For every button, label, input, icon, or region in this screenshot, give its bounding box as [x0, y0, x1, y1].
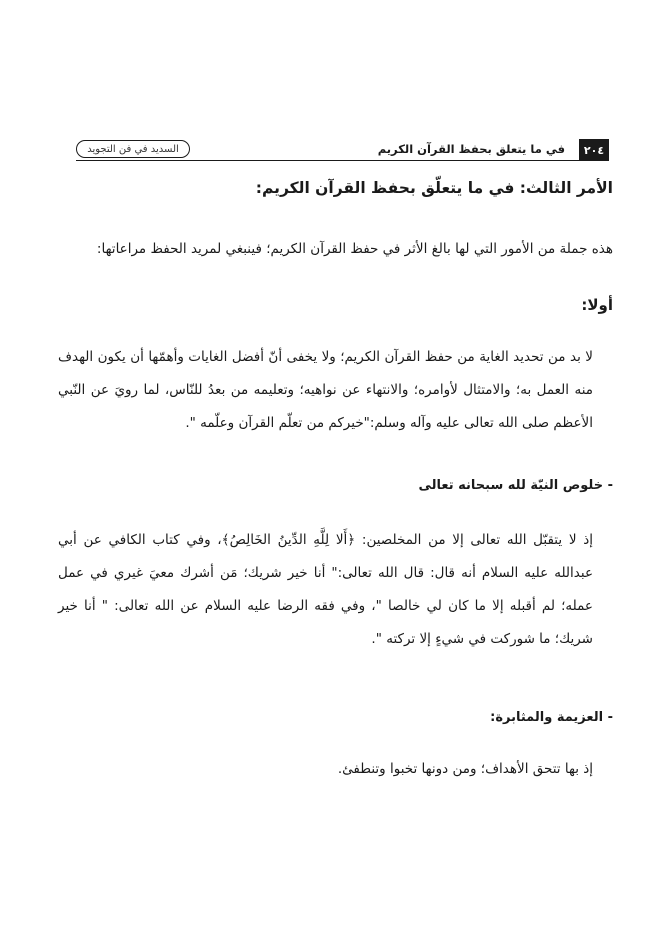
header-divider: [76, 160, 609, 161]
page-number: ٢٠٤: [579, 139, 609, 161]
sincerity-paragraph: إذ لا يتقبّل الله تعالى إلا من المخلصين: ﴿أَلا لِلَّهِ الدِّينُ الخَالِصُ﴾، وفي كتاب الكافي عن أبي عبدالله عليه السلام أنه قال: قال الله تعالى:" أنا خير شريك؛ مَن أشرك معيَ غيري في عمل عمله؛ لم أقبله إلا ما كان لي خالصا "، وفي فقه الرضا عليه السلام عن الله تعالى: " أنا خير شريك؛ ما شوركت في شيءٍ إلا تركته ".: [58, 532, 593, 647]
resolve-paragraph: إذ بها تتحق الأهداف؛ ومن دونها تخبوا وتنطفئ.: [337, 761, 593, 777]
page-body: [58, 177, 613, 786]
book-title-badge: السديد في فن التجويد: [76, 140, 190, 158]
first-point-heading: أولا:: [581, 296, 613, 314]
section-heading: الأمر الثالث: في ما يتعلّق بحفظ القرآن الكريم:: [255, 179, 613, 197]
first-point-paragraph: لا بد من تحديد الغاية من حفظ القرآن الكريم؛ ولا يخفى أنّ أفضل الغايات وأهمّها أن يكون الهدف منه العمل به؛ والامتثال لأوامره؛ والانتهاء عن نواهيه؛ وتعليمه من بعدُ للنّاس، لما رويَ عن النّبي الأعظم صلى الله تعالى عليه وآله وسلم:"خيركم من تعلّم القرآن وعلّمه ".: [58, 349, 593, 431]
running-header: [76, 139, 609, 161]
intro-paragraph: هذه جملة من الأمور التي لها بالغ الأثر في حفظ القرآن الكريم؛ فينبغي لمريد الحفظ مراعاتها:: [96, 241, 613, 257]
sincerity-heading: - خلوص النيّة لله سبحانه تعالى: [418, 478, 613, 493]
running-title: في ما يتعلق بحفظ القرآن الكريم: [377, 142, 565, 156]
resolve-heading: - العزيمة والمثابرة:: [490, 710, 613, 725]
